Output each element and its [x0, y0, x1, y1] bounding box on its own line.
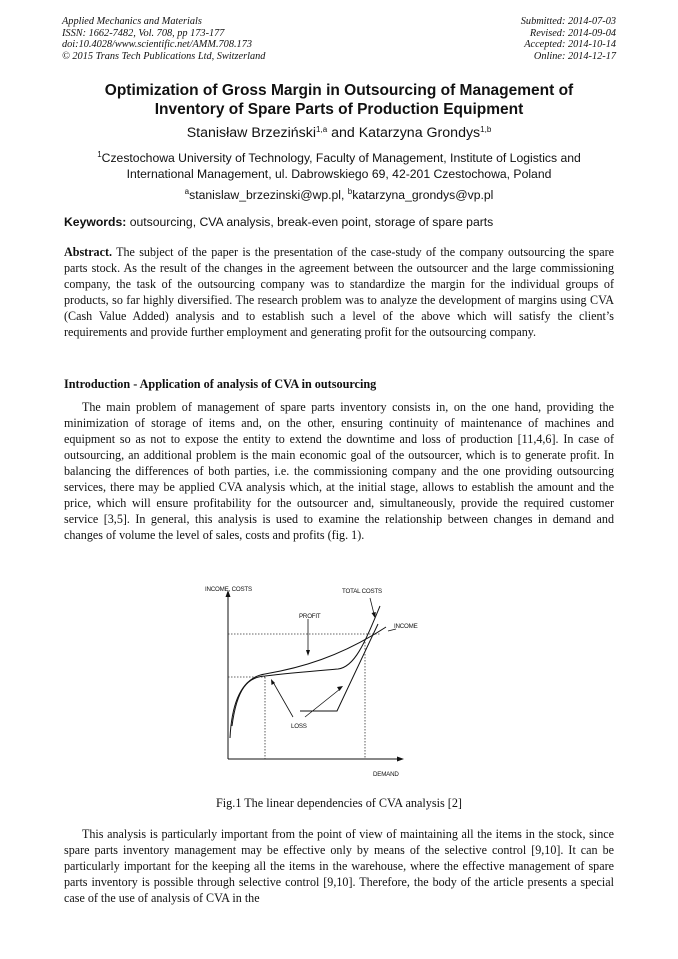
figure-caption: Fig.1 The linear dependencies of CVA analysis [2]	[216, 796, 462, 810]
abstract-label: Abstract.	[64, 245, 113, 259]
income-label: INCOME	[394, 623, 418, 630]
cva-figure	[190, 578, 450, 788]
affiliation-line-2: International Management, ul. Dabrowskiego 69, 42-201 Czestochowa, Poland	[126, 167, 552, 181]
date-revised: Revised: 2014-09-04	[529, 27, 616, 39]
authors-and: and	[327, 125, 359, 141]
loss-label: LOSS	[291, 723, 307, 730]
date-submitted: Submitted: 2014-07-03	[520, 16, 616, 27]
keywords-label: Keywords:	[64, 215, 127, 229]
journal-info	[62, 16, 265, 62]
keywords	[64, 215, 616, 229]
title-line-2: Inventory of Spare Parts of Production Equipment	[154, 101, 524, 118]
x-axis-arrow	[397, 757, 404, 762]
publication-dates	[521, 16, 616, 62]
total-costs-pointer	[370, 598, 374, 614]
profit-label: PROFIT	[299, 613, 321, 620]
email-b: katarzyna_grondys@vp.pl	[352, 188, 494, 202]
intro-paragraph: The main problem of management of spare parts inventory consists in, on the one hand, providing the minimization of storage of items and, on the other, ensuring continuity of maintenance of machines and equipment so as not to expose the entity to extend the downtime and loss of production [11,4,6]. In case of outsourcing, an additional problem is the main economic goal of the outsourcer, which is to generate profit. In balancing the differences of both parties, i.e. the commissioning company and the one providing outsourcing services, there may be applied CVA analysis which, at the initial stage, allows to establish the amount and the price, which will ensure profitability for the outsourcer and, simultaneously, provide the required customer service [3,5]. In general, this analysis is used to examine the relationship between changes in demand and changes of volume the level of sales, costs and profits (fig. 1).	[64, 400, 614, 542]
loss-pointer-right	[305, 689, 340, 717]
affiliation-line-1: Czestochowa University of Technology, Faculty of Management, Institute of Logistics and	[101, 151, 581, 165]
affiliation	[70, 150, 608, 182]
author-1-sup: 1,a	[316, 125, 328, 134]
author-2: Katarzyna Grondys	[358, 125, 481, 141]
journal-issn: ISSN: 1662-7482, Vol. 708, pp 173-177	[62, 27, 225, 39]
section-heading: Introduction - Application of analysis of CVA in outsourcing	[64, 377, 377, 391]
x-axis-label: DEMAND	[373, 771, 399, 778]
abstract	[64, 244, 614, 340]
journal-doi: doi:10.4028/www.scientific.net/AMM.708.173	[62, 39, 252, 51]
date-accepted: Accepted: 2014-10-14	[524, 39, 616, 51]
keywords-text: outsourcing, CVA analysis, break-even point, storage of spare parts	[126, 215, 494, 229]
email-b-sup: b	[347, 187, 353, 196]
date-online: Online: 2014-12-17	[533, 50, 616, 62]
author-2-sup: 1,b	[480, 125, 492, 134]
authors	[60, 125, 618, 141]
total-costs-label: TOTAL COSTS	[342, 588, 382, 595]
profit-arrowhead	[306, 650, 310, 656]
y-axis-label: INCOME, COSTS	[205, 586, 252, 593]
loss-pointer-left	[273, 682, 293, 717]
email-a: stanislaw_brzezinski@wp.pl,	[189, 188, 348, 202]
abstract-text: The subject of the paper is the presentation of the case-study of the company outsourcing the spare parts stock. As the result of the changes in the agreement between the outsourcer and the large commissioning company, the task of the outsourcing company was to standardize the margin for the individual groups of products, so far highly diversified. The research problem was to analyze the development of margins using CVA (Cash Value Added) analysis and to establish such a level of the above which will satisfy the client’s requirements and provide further employment and generating profit for the outsourcing company.	[64, 245, 614, 339]
body-paragraph: This analysis is particularly important from the point of view of maintaining all the items in the stock, since spare parts inventory management may be effective only by means of the selective control [9,10]. It can be particularly important for the keeping all the items in the warehouse, where the effective management of spare parts inventory is possible through selective control [9,10]. Therefore, the body of the article presents a special case of the use of analysis of CVA in the	[64, 827, 614, 905]
author-emails	[60, 188, 618, 202]
email-a-sup: a	[184, 187, 190, 196]
journal-name: Applied Mechanics and Materials	[62, 16, 202, 27]
author-1: Stanisław Brzeziński	[186, 125, 317, 141]
paper-title	[60, 81, 618, 119]
affiliation-sup: 1	[97, 150, 102, 159]
title-line-1: Optimization of Gross Margin in Outsourcing of Management of	[104, 82, 574, 99]
journal-copyright: © 2015 Trans Tech Publications Ltd, Switzerland	[62, 50, 266, 62]
